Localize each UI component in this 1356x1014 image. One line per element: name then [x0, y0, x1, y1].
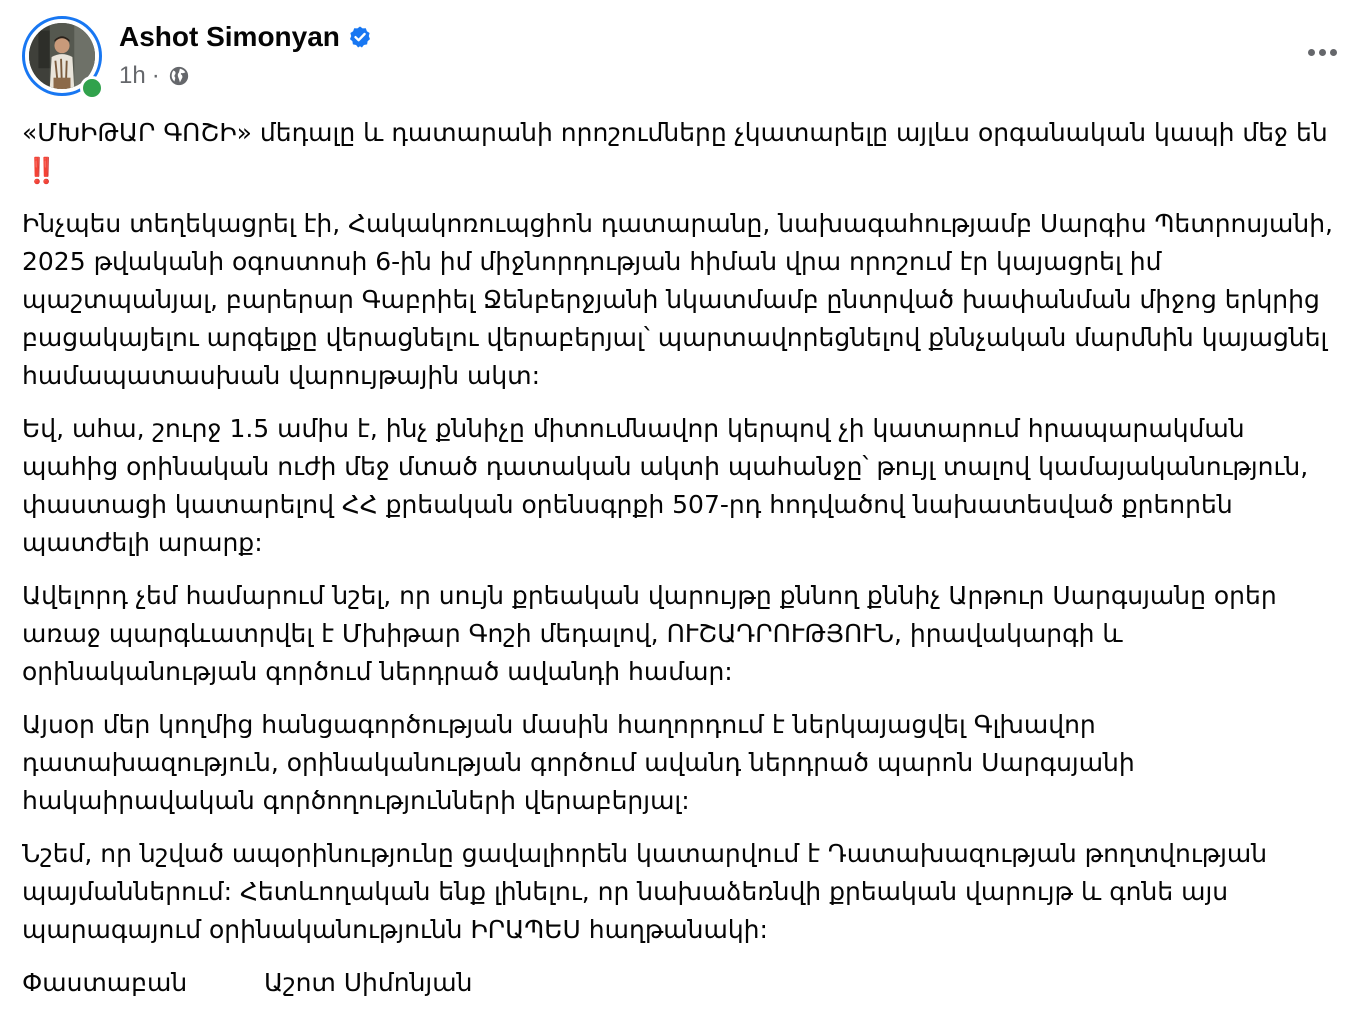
post-header [22, 16, 1342, 98]
signature-name: Աշոտ Սիմոնյան [264, 968, 473, 997]
more-options-icon[interactable] [1302, 40, 1342, 64]
more-dot [1319, 49, 1326, 56]
signature [22, 964, 1338, 1002]
post-paragraph: Ավելորդ չեմ համարում նշել, որ սույն քրեական վարույթը քննող քննիչ Արթուր Սարգսյանը օրեր առաջ պարգևատրվել է Մխիթար Գոշի մեդալով, ՈՒՇԱԴՐՈՒԹՅՈՒՆ, իրավակարգի և օրինականության գործում ներդրած ավանդի համար: [22, 581, 1277, 686]
post-meta [119, 62, 190, 90]
signature-role: Փաստաբան [22, 968, 188, 997]
post-title-text: «ՄԽԻԹԱՐ ԳՈՇԻ» մեդալը և դատարանի որոշումները չկատարելը այլևս օրգանական կապի մեջ են [22, 118, 1328, 147]
verified-badge-icon [348, 25, 372, 49]
post-timestamp[interactable]: 1h [119, 62, 146, 89]
post-paragraph: Եվ, ահա, շուրջ 1.5 ամիս է, ինչ քննիչը միտումնավոր կերպով չի կատարում հրապարակման պահից օրինական ուժի մեջ մտած դատական ակտի պահանջը՝ թույլ տալով կամայականություն, փաստացի կատարելով ՀՀ քրեական օրենսգրքի 507-րդ հոդվածով նախատեսված քրեորեն պատժելի արարք: [22, 414, 1309, 557]
globe-icon[interactable] [168, 65, 190, 87]
more-dot [1330, 49, 1337, 56]
post-body [22, 114, 1338, 1002]
post-title [22, 114, 1338, 190]
post-paragraph: Նշեմ, որ նշված ապօրինությունը ցավալիորեն կատարվում է Դատախազության թողտվության պայմաններում: Հետևողական ենք լինելու, որ նախաձեռնվի քրեական վարույթ և գոնե այս պարագայում օրինականությունն ԻՐԱՊԵՍ հաղթանակի: [22, 839, 1268, 944]
author-name[interactable]: Ashot Simonyan [119, 21, 340, 52]
post-paragraph: Ինչպես տեղեկացրել էի, Հակակոռուպցիոն դատարանը, նախագահությամբ Սարգիս Պետրոսյանի, 2025 թվականի օգոստոսի 6-ին իմ միջնորդության հիման վրա որոշում էր կայացրել իմ պաշտպանյալ, բարերար Գաբրիել Ջենբերջյանի նկատմամբ ընտրված խափանման միջոց երկրից բացակայելու արգելքը վերացնելու վերաբերյալ՝ պարտավորեցնելով քննչական մարմնին կայացնել համապատասխան վարույթային ակտ: [22, 209, 1333, 390]
post-paragraph: Այսօր մեր կողմից հանցագործության մասին հաղորդում է ներկայացվել Գլխավոր դատախազություն, օրինականության գործում ավանդ ներդրած պարոն Սարգսյանի հակաիրավական գործողությունների վերաբերյալ: [22, 710, 1135, 815]
meta-separator: · [151, 62, 160, 89]
author-row [119, 20, 372, 54]
online-status-icon [80, 76, 104, 100]
more-dot [1308, 49, 1315, 56]
double-exclamation-icon: ‼️ [26, 156, 55, 185]
